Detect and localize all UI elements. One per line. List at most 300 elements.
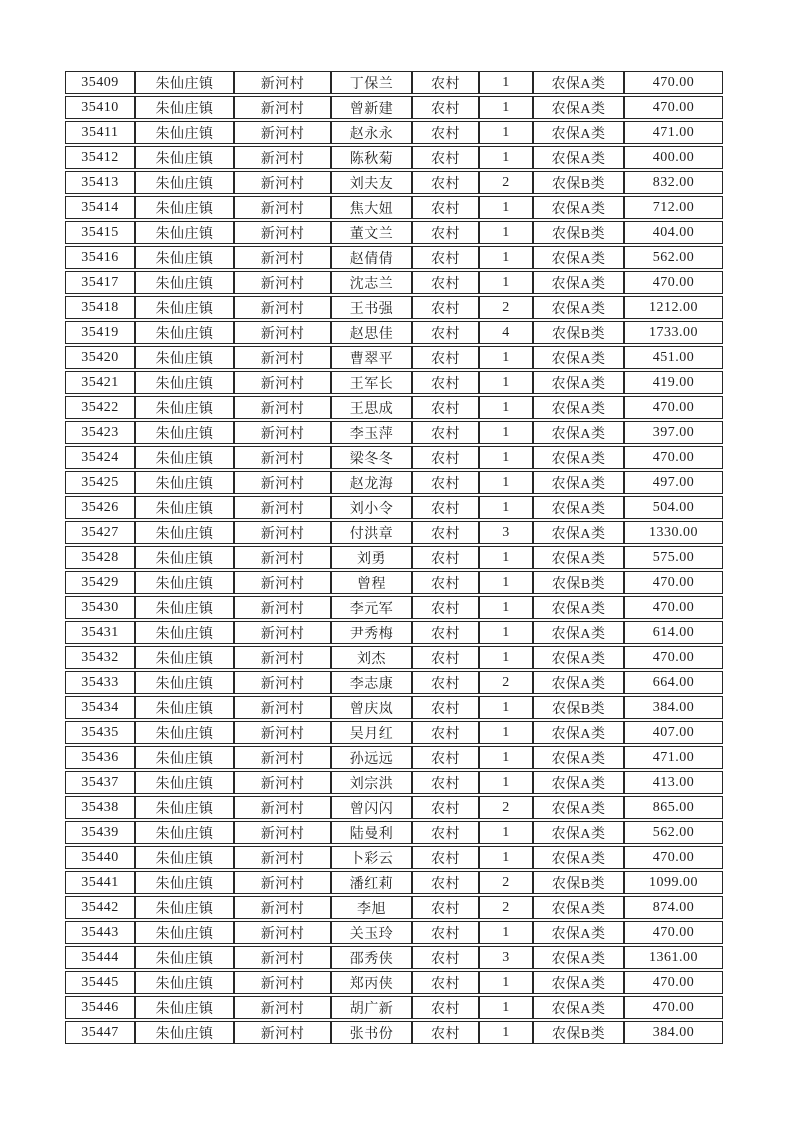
cell-amount: 470.00 [624,446,723,469]
cell-count: 1 [479,1021,533,1044]
cell-count: 1 [479,446,533,469]
cell-name: 沈志兰 [331,271,412,294]
cell-town: 朱仙庄镇 [135,971,234,994]
cell-village: 新河村 [234,246,331,269]
cell-town: 朱仙庄镇 [135,771,234,794]
cell-residence-type: 农村 [412,921,479,944]
cell-amount: 1361.00 [624,946,723,969]
cell-amount: 404.00 [624,221,723,244]
cell-village: 新河村 [234,946,331,969]
cell-amount: 471.00 [624,746,723,769]
cell-count: 1 [479,696,533,719]
cell-town: 朱仙庄镇 [135,871,234,894]
cell-name: 付洪章 [331,521,412,544]
cell-village: 新河村 [234,646,331,669]
cell-residence-type: 农村 [412,796,479,819]
cell-category: 农保A类 [533,821,624,844]
cell-name: 曾闪闪 [331,796,412,819]
cell-amount: 1099.00 [624,871,723,894]
cell-count: 1 [479,196,533,219]
cell-town: 朱仙庄镇 [135,446,234,469]
cell-amount: 470.00 [624,596,723,619]
cell-name: 吴月红 [331,721,412,744]
cell-town: 朱仙庄镇 [135,171,234,194]
cell-residence-type: 农村 [412,896,479,919]
cell-village: 新河村 [234,471,331,494]
table-row [65,621,723,644]
cell-amount: 470.00 [624,396,723,419]
cell-residence-type: 农村 [412,446,479,469]
cell-category: 农保A类 [533,146,624,169]
table-row [65,171,723,194]
cell-town: 朱仙庄镇 [135,1021,234,1044]
cell-category: 农保A类 [533,671,624,694]
cell-count: 1 [479,271,533,294]
cell-count: 2 [479,296,533,319]
cell-category: 农保A类 [533,71,624,94]
table-row [65,546,723,569]
cell-village: 新河村 [234,496,331,519]
table-row [65,71,723,94]
cell-category: 农保A类 [533,296,624,319]
cell-town: 朱仙庄镇 [135,121,234,144]
cell-village: 新河村 [234,121,331,144]
cell-category: 农保B类 [533,171,624,194]
table-row [65,721,723,744]
cell-count: 2 [479,796,533,819]
cell-amount: 470.00 [624,996,723,1019]
cell-amount: 562.00 [624,821,723,844]
cell-count: 1 [479,346,533,369]
cell-count: 1 [479,746,533,769]
cell-amount: 614.00 [624,621,723,644]
cell-village: 新河村 [234,546,331,569]
cell-id: 35433 [65,671,135,694]
cell-residence-type: 农村 [412,71,479,94]
cell-name: 邵秀侠 [331,946,412,969]
cell-id: 35431 [65,621,135,644]
cell-amount: 397.00 [624,421,723,444]
cell-name: 胡广新 [331,996,412,1019]
cell-amount: 1212.00 [624,296,723,319]
cell-count: 1 [479,371,533,394]
cell-category: 农保A类 [533,396,624,419]
cell-residence-type: 农村 [412,621,479,644]
cell-category: 农保A类 [533,246,624,269]
cell-name: 赵思佳 [331,321,412,344]
table-row [65,271,723,294]
table-row [65,896,723,919]
cell-amount: 497.00 [624,471,723,494]
cell-amount: 451.00 [624,346,723,369]
cell-category: 农保A类 [533,346,624,369]
table-row [65,671,723,694]
cell-count: 1 [479,771,533,794]
cell-id: 35427 [65,521,135,544]
cell-town: 朱仙庄镇 [135,521,234,544]
cell-id: 35410 [65,96,135,119]
cell-name: 张书份 [331,1021,412,1044]
cell-category: 农保A类 [533,721,624,744]
cell-amount: 470.00 [624,646,723,669]
cell-id: 35426 [65,496,135,519]
cell-village: 新河村 [234,696,331,719]
cell-residence-type: 农村 [412,696,479,719]
cell-village: 新河村 [234,171,331,194]
cell-residence-type: 农村 [412,871,479,894]
cell-amount: 470.00 [624,971,723,994]
cell-category: 农保A类 [533,646,624,669]
cell-amount: 562.00 [624,246,723,269]
cell-name: 王思成 [331,396,412,419]
cell-id: 35440 [65,846,135,869]
cell-id: 35445 [65,971,135,994]
cell-amount: 1733.00 [624,321,723,344]
cell-category: 农保A类 [533,946,624,969]
subsidy-table [65,69,723,1046]
cell-town: 朱仙庄镇 [135,471,234,494]
cell-count: 1 [479,921,533,944]
cell-residence-type: 农村 [412,496,479,519]
cell-category: 农保A类 [533,546,624,569]
cell-town: 朱仙庄镇 [135,646,234,669]
cell-amount: 470.00 [624,921,723,944]
cell-category: 农保A类 [533,271,624,294]
table-row [65,296,723,319]
table-row [65,571,723,594]
cell-residence-type: 农村 [412,371,479,394]
cell-count: 4 [479,321,533,344]
cell-amount: 407.00 [624,721,723,744]
cell-village: 新河村 [234,96,331,119]
cell-town: 朱仙庄镇 [135,671,234,694]
cell-id: 35419 [65,321,135,344]
table-row [65,521,723,544]
table-row [65,221,723,244]
table-row [65,596,723,619]
table-row [65,496,723,519]
cell-id: 35418 [65,296,135,319]
cell-name: 王军长 [331,371,412,394]
cell-amount: 470.00 [624,96,723,119]
cell-amount: 470.00 [624,271,723,294]
cell-amount: 471.00 [624,121,723,144]
table-row [65,421,723,444]
cell-town: 朱仙庄镇 [135,546,234,569]
cell-name: 李元军 [331,596,412,619]
table-row [65,396,723,419]
cell-id: 35412 [65,146,135,169]
cell-id: 35430 [65,596,135,619]
cell-name: 陈秋菊 [331,146,412,169]
table-row [65,946,723,969]
cell-amount: 575.00 [624,546,723,569]
cell-town: 朱仙庄镇 [135,596,234,619]
cell-town: 朱仙庄镇 [135,996,234,1019]
cell-residence-type: 农村 [412,646,479,669]
cell-amount: 470.00 [624,571,723,594]
cell-town: 朱仙庄镇 [135,921,234,944]
cell-id: 35436 [65,746,135,769]
cell-category: 农保B类 [533,696,624,719]
cell-category: 农保A类 [533,371,624,394]
cell-id: 35444 [65,946,135,969]
cell-name: 刘勇 [331,546,412,569]
cell-town: 朱仙庄镇 [135,346,234,369]
table-row [65,371,723,394]
cell-village: 新河村 [234,871,331,894]
cell-town: 朱仙庄镇 [135,846,234,869]
cell-town: 朱仙庄镇 [135,621,234,644]
cell-count: 1 [479,821,533,844]
cell-residence-type: 农村 [412,396,479,419]
cell-residence-type: 农村 [412,171,479,194]
table-row [65,196,723,219]
cell-amount: 413.00 [624,771,723,794]
cell-town: 朱仙庄镇 [135,896,234,919]
cell-village: 新河村 [234,746,331,769]
cell-town: 朱仙庄镇 [135,721,234,744]
cell-category: 农保A类 [533,971,624,994]
table-row [65,121,723,144]
cell-category: 农保A类 [533,771,624,794]
cell-residence-type: 农村 [412,346,479,369]
cell-village: 新河村 [234,221,331,244]
table-row [65,696,723,719]
cell-village: 新河村 [234,596,331,619]
cell-village: 新河村 [234,996,331,1019]
cell-name: 曹翠平 [331,346,412,369]
cell-residence-type: 农村 [412,996,479,1019]
cell-town: 朱仙庄镇 [135,271,234,294]
cell-town: 朱仙庄镇 [135,146,234,169]
subsidy-table-body [65,71,723,1044]
cell-id: 35409 [65,71,135,94]
cell-village: 新河村 [234,421,331,444]
cell-count: 1 [479,396,533,419]
cell-town: 朱仙庄镇 [135,796,234,819]
cell-village: 新河村 [234,846,331,869]
cell-id: 35437 [65,771,135,794]
cell-id: 35413 [65,171,135,194]
cell-village: 新河村 [234,1021,331,1044]
cell-town: 朱仙庄镇 [135,246,234,269]
cell-count: 1 [479,596,533,619]
cell-residence-type: 农村 [412,196,479,219]
cell-name: 赵永永 [331,121,412,144]
cell-town: 朱仙庄镇 [135,946,234,969]
cell-name: 曾程 [331,571,412,594]
cell-town: 朱仙庄镇 [135,296,234,319]
cell-residence-type: 农村 [412,571,479,594]
table-row [65,471,723,494]
cell-name: 李玉萍 [331,421,412,444]
cell-town: 朱仙庄镇 [135,71,234,94]
cell-category: 农保A类 [533,896,624,919]
cell-category: 农保A类 [533,996,624,1019]
cell-category: 农保A类 [533,121,624,144]
cell-town: 朱仙庄镇 [135,821,234,844]
cell-name: 陆曼利 [331,821,412,844]
cell-count: 1 [479,421,533,444]
cell-residence-type: 农村 [412,521,479,544]
table-row [65,871,723,894]
cell-id: 35423 [65,421,135,444]
cell-amount: 874.00 [624,896,723,919]
cell-count: 3 [479,946,533,969]
cell-id: 35429 [65,571,135,594]
cell-residence-type: 农村 [412,471,479,494]
cell-town: 朱仙庄镇 [135,421,234,444]
cell-residence-type: 农村 [412,971,479,994]
cell-village: 新河村 [234,521,331,544]
cell-count: 1 [479,471,533,494]
cell-town: 朱仙庄镇 [135,196,234,219]
cell-residence-type: 农村 [412,546,479,569]
table-row [65,771,723,794]
cell-town: 朱仙庄镇 [135,371,234,394]
cell-residence-type: 农村 [412,321,479,344]
cell-town: 朱仙庄镇 [135,571,234,594]
cell-village: 新河村 [234,321,331,344]
cell-village: 新河村 [234,71,331,94]
cell-count: 1 [479,71,533,94]
cell-count: 1 [479,571,533,594]
cell-category: 农保A类 [533,471,624,494]
table-row [65,1021,723,1044]
cell-amount: 419.00 [624,371,723,394]
cell-village: 新河村 [234,571,331,594]
cell-id: 35421 [65,371,135,394]
cell-amount: 384.00 [624,696,723,719]
cell-residence-type: 农村 [412,246,479,269]
cell-village: 新河村 [234,196,331,219]
cell-id: 35416 [65,246,135,269]
cell-category: 农保A类 [533,746,624,769]
cell-name: 刘小令 [331,496,412,519]
cell-id: 35428 [65,546,135,569]
table-row [65,646,723,669]
cell-amount: 1330.00 [624,521,723,544]
cell-category: 农保B类 [533,221,624,244]
cell-count: 1 [479,96,533,119]
cell-amount: 712.00 [624,196,723,219]
cell-count: 1 [479,221,533,244]
cell-id: 35441 [65,871,135,894]
cell-village: 新河村 [234,771,331,794]
cell-count: 1 [479,646,533,669]
cell-id: 35425 [65,471,135,494]
cell-village: 新河村 [234,396,331,419]
cell-id: 35424 [65,446,135,469]
cell-village: 新河村 [234,446,331,469]
cell-residence-type: 农村 [412,271,479,294]
cell-amount: 470.00 [624,71,723,94]
cell-id: 35435 [65,721,135,744]
cell-count: 1 [479,846,533,869]
cell-category: 农保A类 [533,496,624,519]
table-row [65,796,723,819]
table-row [65,346,723,369]
cell-town: 朱仙庄镇 [135,396,234,419]
cell-count: 2 [479,871,533,894]
cell-count: 1 [479,546,533,569]
cell-id: 35447 [65,1021,135,1044]
cell-residence-type: 农村 [412,121,479,144]
cell-residence-type: 农村 [412,721,479,744]
cell-residence-type: 农村 [412,771,479,794]
cell-id: 35414 [65,196,135,219]
cell-id: 35438 [65,796,135,819]
cell-residence-type: 农村 [412,946,479,969]
cell-town: 朱仙庄镇 [135,321,234,344]
cell-count: 1 [479,146,533,169]
cell-town: 朱仙庄镇 [135,221,234,244]
cell-category: 农保A类 [533,796,624,819]
cell-category: 农保A类 [533,196,624,219]
cell-count: 2 [479,171,533,194]
cell-name: 尹秀梅 [331,621,412,644]
cell-name: 刘杰 [331,646,412,669]
cell-category: 农保A类 [533,446,624,469]
cell-id: 35422 [65,396,135,419]
cell-village: 新河村 [234,346,331,369]
table-row [65,821,723,844]
cell-residence-type: 农村 [412,596,479,619]
cell-name: 卜彩云 [331,846,412,869]
table-row [65,846,723,869]
cell-name: 梁冬冬 [331,446,412,469]
cell-village: 新河村 [234,821,331,844]
cell-category: 农保B类 [533,571,624,594]
cell-count: 2 [479,896,533,919]
cell-name: 赵倩倩 [331,246,412,269]
cell-amount: 832.00 [624,171,723,194]
cell-id: 35432 [65,646,135,669]
table-row [65,921,723,944]
cell-residence-type: 农村 [412,421,479,444]
cell-village: 新河村 [234,796,331,819]
cell-residence-type: 农村 [412,746,479,769]
cell-residence-type: 农村 [412,671,479,694]
cell-residence-type: 农村 [412,96,479,119]
table-row [65,146,723,169]
cell-residence-type: 农村 [412,221,479,244]
cell-category: 农保B类 [533,1021,624,1044]
table-row [65,246,723,269]
table-row [65,746,723,769]
cell-id: 35411 [65,121,135,144]
cell-count: 1 [479,971,533,994]
table-row [65,321,723,344]
cell-category: 农保A类 [533,621,624,644]
cell-town: 朱仙庄镇 [135,96,234,119]
cell-town: 朱仙庄镇 [135,496,234,519]
cell-village: 新河村 [234,921,331,944]
cell-name: 曾新建 [331,96,412,119]
cell-id: 35415 [65,221,135,244]
cell-name: 刘宗洪 [331,771,412,794]
cell-id: 35443 [65,921,135,944]
cell-amount: 400.00 [624,146,723,169]
cell-name: 孙远远 [331,746,412,769]
cell-name: 焦大妞 [331,196,412,219]
cell-amount: 664.00 [624,671,723,694]
cell-village: 新河村 [234,721,331,744]
cell-village: 新河村 [234,621,331,644]
cell-village: 新河村 [234,671,331,694]
cell-village: 新河村 [234,371,331,394]
